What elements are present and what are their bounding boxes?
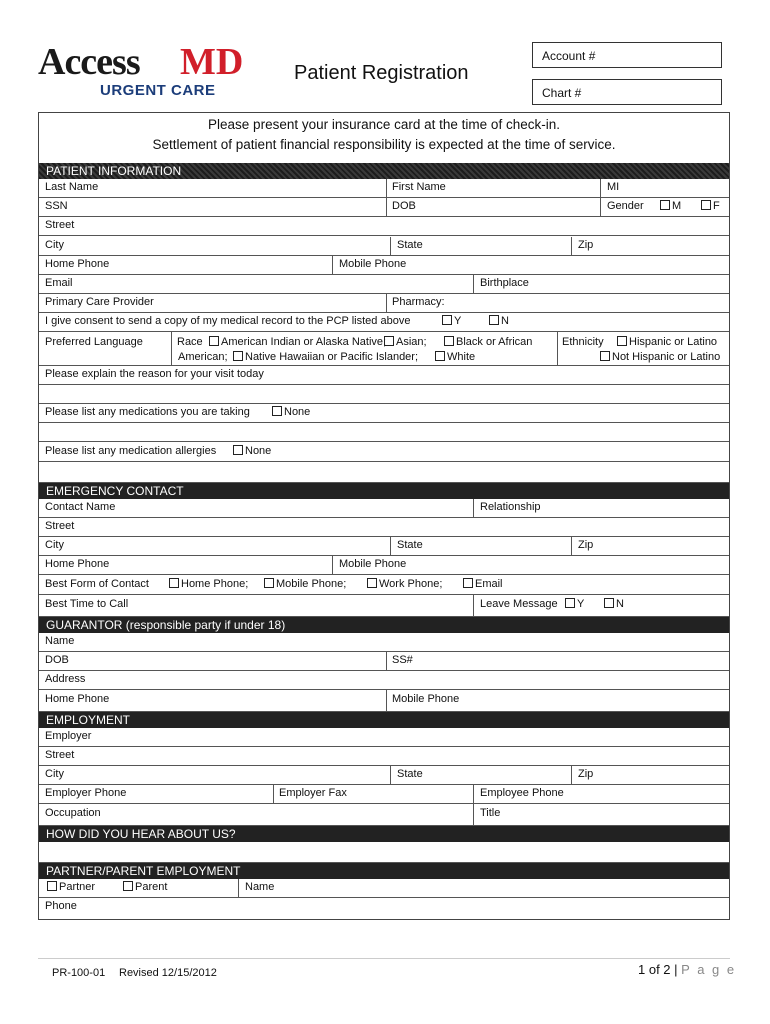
row-ec-street [39,518,729,537]
race-american-indian-checkbox[interactable]: American Indian or Alaska Native; [209,336,386,348]
emp-state-field[interactable]: State [397,768,423,780]
contact-work-checkbox[interactable]: Work Phone; [367,578,442,590]
contact-home-checkbox[interactable]: Home Phone; [169,578,248,590]
g-name-field[interactable]: Name [45,635,75,647]
g-address-field[interactable]: Address [45,673,86,685]
pcp-field[interactable]: Primary Care Provider [45,296,154,308]
last-name-field[interactable]: Last Name [45,181,99,193]
row-language-race [39,332,729,366]
row-g-dob [39,652,729,671]
race-white-checkbox[interactable]: White [435,351,475,363]
gender-label: Gender [607,200,644,212]
row-phones [39,256,729,275]
contact-email-checkbox[interactable]: Email [463,578,503,590]
ethnicity-not-hispanic-checkbox[interactable]: Not Hispanic or Latino [600,351,720,363]
mi-field[interactable]: MI [607,181,620,193]
logo-md-text: MD [180,41,244,83]
consent-y-checkbox[interactable]: Y [442,315,461,327]
ec-state-field[interactable]: State [397,539,423,551]
notice-line-2: Settlement of patient financial responsibility is expected at the time of service. [152,137,616,152]
visit-reason-label: Please explain the reason for your visit today [45,368,264,380]
row-ec-best-contact [39,576,729,595]
gender-m-checkbox[interactable]: M [660,200,681,212]
row-city [39,237,729,256]
title-field[interactable]: Title [480,807,501,819]
row-street [39,217,729,236]
medications-none-checkbox[interactable]: None [272,406,310,418]
row-g-phones [39,690,729,712]
occupation-field[interactable]: Occupation [45,807,101,819]
consent-label: I give consent to send a copy of my medical record to the PCP listed above [45,315,411,327]
mobile-phone-field[interactable]: Mobile Phone [339,258,407,270]
ec-contact-name-field[interactable]: Contact Name [45,501,116,513]
emp-city-field[interactable]: City [45,768,64,780]
best-time-field[interactable]: Best Time to Call [45,598,129,610]
race-hawaiian-checkbox[interactable]: Native Hawaiian or Pacific Islander; [233,351,418,363]
section-patient-information: PATIENT INFORMATION [39,163,729,179]
page-word: P a g e [681,962,737,977]
section-employment: EMPLOYMENT [39,712,729,728]
employer-fax-field[interactable]: Employer Fax [279,787,347,799]
section-emergency-contact: EMERGENCY CONTACT [39,483,729,499]
row-ec-phones [39,556,729,575]
row-ec-best-time [39,595,729,617]
row-ec-name [39,499,729,518]
home-phone-field[interactable]: Home Phone [45,258,110,270]
row-pcp [39,294,729,313]
ec-home-phone-field[interactable]: Home Phone [45,558,110,570]
row-emp-street [39,747,729,766]
row-emp-city [39,766,729,785]
footer-divider [38,958,730,959]
row-g-name [39,633,729,652]
page-number [638,962,736,977]
row-allergies-label [39,443,729,462]
allergies-none-checkbox[interactable]: None [233,445,271,457]
race-black-continued: American; [178,351,228,363]
page-count: 1 of 2 | [638,962,678,977]
leave-message-y-checkbox[interactable]: Y [565,598,584,610]
partner-phone-field[interactable]: Phone [45,900,77,912]
row-email [39,275,729,294]
consent-n-checkbox[interactable]: N [489,315,509,327]
row-ssn [39,198,729,217]
ssn-field[interactable]: SSN [45,200,68,212]
row-partner [39,879,729,898]
g-mobile-phone-field[interactable]: Mobile Phone [392,693,460,705]
logo-access-text: Access [38,41,140,83]
parent-checkbox[interactable]: Parent [123,881,167,893]
account-number-field[interactable] [532,42,722,68]
ec-city-field[interactable]: City [45,539,64,551]
employer-phone-field[interactable]: Employer Phone [45,787,127,799]
zip-field[interactable]: Zip [578,239,594,251]
contact-mobile-checkbox[interactable]: Mobile Phone; [264,578,346,590]
row-consent [39,313,729,332]
notice-line-1: Please present your insurance card at the time of check-in. [208,117,560,132]
row-partner-phone [39,898,729,917]
partner-checkbox[interactable]: Partner [47,881,95,893]
first-name-field[interactable]: First Name [392,181,446,193]
visit-reason-input[interactable] [39,385,729,404]
notice [38,112,730,155]
emp-zip-field[interactable]: Zip [578,768,594,780]
employer-field[interactable]: Employer [45,730,92,742]
pharmacy-field[interactable]: Pharmacy: [392,296,445,308]
account-label: Account # [542,49,596,63]
partner-name-field[interactable]: Name [245,881,275,893]
race-asian-checkbox[interactable]: Asian; [384,336,427,348]
race-black-checkbox[interactable]: Black or African [444,336,532,348]
g-home-phone-field[interactable]: Home Phone [45,693,110,705]
race-label: Race [177,336,203,348]
row-occupation [39,804,729,826]
row-employer [39,728,729,747]
chart-label: Chart # [542,86,582,100]
gender-f-checkbox[interactable]: F [701,200,720,212]
employee-phone-field[interactable]: Employee Phone [480,787,564,799]
ec-zip-field[interactable]: Zip [578,539,594,551]
birthplace-field[interactable]: Birthplace [480,277,529,289]
email-field[interactable]: Email [45,277,73,289]
how-did-you-hear-input[interactable] [39,842,729,863]
section-guarantor: GUARANTOR (responsible party if under 18) [39,617,729,633]
street-field[interactable]: Street [45,219,75,231]
row-ec-city [39,537,729,556]
state-field[interactable]: State [397,239,423,251]
g-ss-field[interactable]: SS# [392,654,413,666]
ec-street-field[interactable]: Street [45,520,75,532]
page-title: Patient Registration [294,62,469,84]
emp-street-field[interactable]: Street [45,749,75,761]
dob-field[interactable]: DOB [392,200,416,212]
city-field[interactable]: City [45,239,64,251]
logo-urgent-care-text: URGENT CARE [100,82,216,99]
chart-number-field[interactable] [532,79,722,105]
section-partner-parent: PARTNER/PARENT EMPLOYMENT [39,863,729,879]
preferred-language-field[interactable]: Preferred Language [45,336,143,348]
row-meds-label [39,404,729,423]
revised-date: Revised 12/15/2012 [119,967,217,979]
row-name [39,179,729,198]
row-g-address [39,671,729,690]
ethnicity-label: Ethnicity [562,336,604,348]
allergies-input[interactable] [39,462,729,483]
medications-input[interactable] [39,423,729,442]
ec-mobile-phone-field[interactable]: Mobile Phone [339,558,407,570]
leave-message-n-checkbox[interactable]: N [604,598,624,610]
g-dob-field[interactable]: DOB [45,654,69,666]
leave-message-label: Leave Message [480,598,558,610]
row-emp-phones [39,785,729,804]
section-how-did-you-hear: HOW DID YOU HEAR ABOUT US? [39,826,729,842]
form-id: PR-100-01 [52,967,106,979]
ec-relationship-field[interactable]: Relationship [480,501,541,513]
medications-label: Please list any medications you are taking [45,406,250,418]
row-reason-label [39,366,729,385]
ethnicity-hispanic-checkbox[interactable]: Hispanic or Latino [617,336,717,348]
best-contact-label: Best Form of Contact [45,578,149,590]
allergies-label: Please list any medication allergies [45,445,217,457]
